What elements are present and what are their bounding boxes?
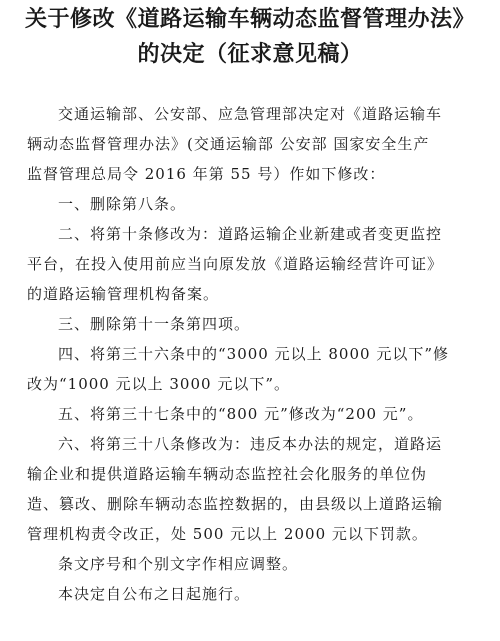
document-title-line-1: 关于修改《道路运输车辆动态监督管理办法》: [24, 7, 475, 32]
paragraph-item-6: [27, 429, 473, 549]
paragraph-line: 本决定自公布之日起施行。: [58, 585, 251, 603]
paragraph-effective-date: [27, 579, 473, 609]
paragraph-line: 交通运输部、公安部、应急管理部决定对《道路运输车: [58, 105, 443, 123]
paragraph-item-2: [27, 219, 473, 309]
paragraph-line: 输企业和提供道路运输车辆动态监控社会化服务的单位伪: [27, 465, 428, 483]
paragraph-line: 四、将第三十六条中的“3000 元以上 8000 元以下”修: [58, 345, 449, 363]
paragraph-intro: [27, 99, 473, 189]
paragraph-line: 造、篡改、删除车辆动态监控数据的，由县级以上道路运输: [27, 495, 444, 513]
paragraph-line: 一、删除第八条。: [58, 195, 187, 213]
paragraph-line: 改为“1000 元以上 3000 元以下”。: [27, 375, 290, 393]
paragraph-item-5: [27, 399, 473, 429]
document-title-line-2: 的决定（征求意见稿）: [137, 42, 363, 67]
paragraph-line: 监督管理总局令 2016 年第 55 号）作如下修改：: [27, 165, 386, 183]
document-body: [27, 99, 473, 609]
paragraph-item-3: [27, 309, 473, 339]
paragraph-line: 条文序号和个别文字作相应调整。: [58, 555, 299, 573]
paragraph-item-1: [27, 189, 473, 219]
paragraph-line: 的道路运输管理机构备案。: [27, 285, 220, 303]
paragraph-line: 辆动态监督管理办法》(交通运输部 公安部 国家安全生产: [27, 135, 430, 153]
paragraph-line: 三、删除第十一条第四项。: [58, 315, 251, 333]
paragraph-line: 六、将第三十八条修改为：违反本办法的规定，道路运: [58, 435, 443, 453]
paragraph-line: 二、将第十条修改为：道路运输企业新建或者变更监控: [58, 225, 443, 243]
paragraph-line: 平台，在投入使用前应当向原发放《道路运输经营许可证》: [27, 255, 444, 273]
paragraph-item-4: [27, 339, 473, 399]
paragraph-line: 五、将第三十七条中的“800 元”修改为“200 元”。: [58, 405, 424, 423]
paragraph-adjustment-note: [27, 549, 473, 579]
paragraph-line: 管理机构责令改正，处 500 元以上 2000 元以下罚款。: [27, 525, 428, 543]
